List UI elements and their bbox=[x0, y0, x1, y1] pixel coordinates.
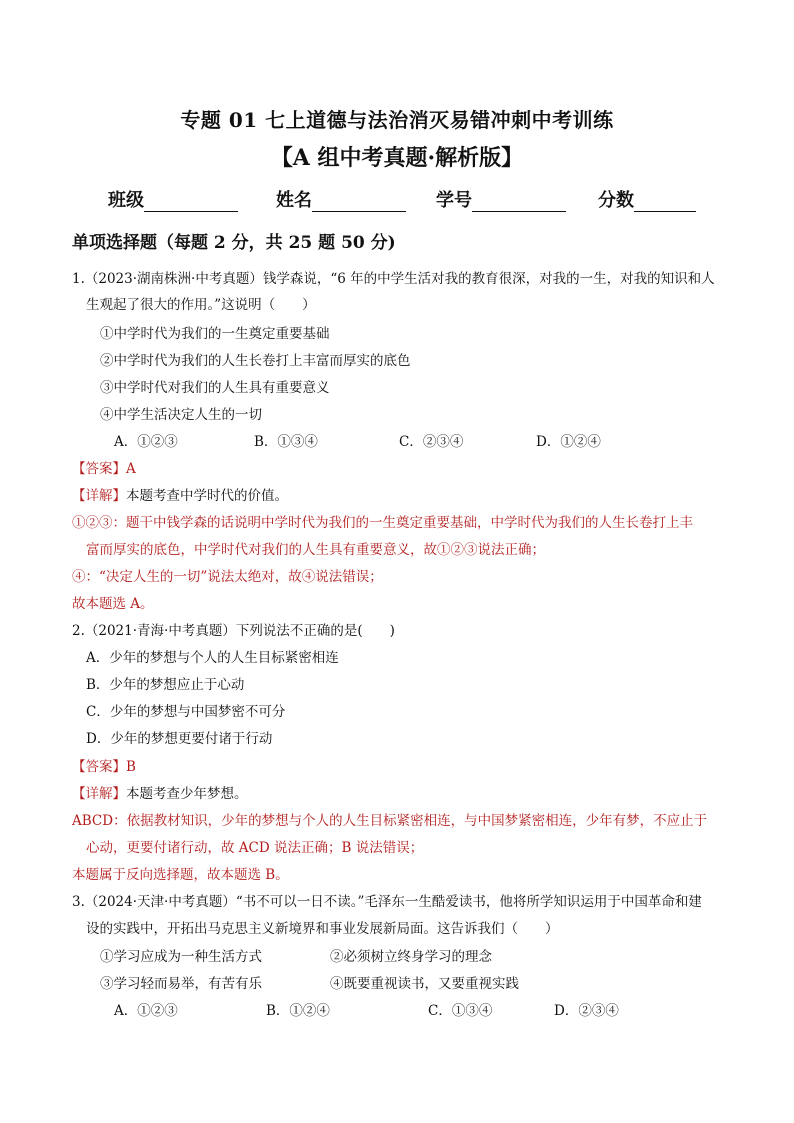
class-field bbox=[108, 186, 238, 212]
q1-item-2: ②中学时代为我们的人生长卷打上丰富而厚实的底色 bbox=[100, 353, 411, 369]
q2-detail-text: 本题考查少年梦想。 bbox=[126, 786, 248, 802]
q2-conclusion: 本题属于反向选择题，故本题选 B。 bbox=[72, 867, 289, 883]
q1-answer: 【答案】A bbox=[72, 461, 136, 477]
q2-explanation-line1: ABCD：依据教材知识，少年的梦想与个人的人生目标紧密相连，与中国梦紧密相连，少年有梦，不应止于 bbox=[72, 813, 708, 829]
number-blank bbox=[472, 191, 566, 212]
q3-choice-c: C．①③④ bbox=[428, 1003, 493, 1019]
document-title: 专题 01 七上道德与法治消灭易错冲刺中考训练 bbox=[180, 108, 614, 132]
q1-choice-d: D．①②④ bbox=[536, 434, 601, 450]
q1-explanation-2: ④：“决定人生的一切”说法太绝对，故④说法错误； bbox=[72, 569, 383, 585]
q1-explanation-1-line2: 富而厚实的底色，中学时代对我们的人生具有重要意义，故①②③说法正确； bbox=[86, 542, 545, 558]
q1-detail bbox=[72, 483, 288, 509]
name-field bbox=[276, 186, 406, 212]
q2-detail-label: 【详解】 bbox=[72, 786, 126, 802]
score-label: 分数 bbox=[598, 190, 634, 211]
name-label: 姓名 bbox=[276, 190, 312, 211]
q1-item-3: ③中学时代对我们的人生具有重要意义 bbox=[100, 380, 330, 396]
q3-item-2: ②必须树立终身学习的理念 bbox=[330, 949, 492, 965]
q2-option-d: D．少年的梦想更要付诸于行动 bbox=[86, 731, 273, 747]
q3-choice-d: D．②③④ bbox=[554, 1003, 619, 1019]
q3-stem-line1: 3.（2024·天津·中考真题）“书不可以一日不读。”毛泽东一生酷爱读书，他将所学知识运用于中国革命和建 bbox=[72, 894, 702, 910]
class-blank bbox=[144, 191, 238, 212]
q2-option-b: B．少年的梦想应止于心动 bbox=[86, 677, 245, 693]
q1-choice-c: C．②③④ bbox=[399, 434, 464, 450]
q1-choices bbox=[114, 429, 674, 455]
q1-item-4: ④中学生活决定人生的一切 bbox=[100, 407, 262, 423]
q3-items-row1 bbox=[100, 944, 660, 970]
q3-item-1: ①学习应成为一种生活方式 bbox=[100, 949, 262, 965]
section-heading: 单项选择题（每题 2 分，共 25 题 50 分) bbox=[72, 233, 396, 253]
q1-conclusion: 故本题选 A。 bbox=[72, 596, 154, 612]
q2-stem: 2.（2021·青海·中考真题）下列说法不正确的是( ) bbox=[72, 623, 395, 639]
q1-explanation-1-line1: ①②③：题干中钱学森的话说明中学时代为我们的一生奠定重要基础，中学时代为我们的人生长卷打上丰 bbox=[72, 515, 693, 531]
q1-detail-label: 【详解】 bbox=[72, 488, 126, 504]
q2-option-a: A．少年的梦想与个人的人生目标紧密相连 bbox=[86, 650, 339, 666]
q3-choices bbox=[114, 998, 674, 1024]
number-label: 学号 bbox=[436, 190, 472, 211]
score-field bbox=[598, 186, 696, 212]
q1-detail-text: 本题考查中学时代的价值。 bbox=[126, 488, 288, 504]
q2-answer: 【答案】B bbox=[72, 759, 136, 775]
q3-item-3: ③学习轻而易举，有苦有乐 bbox=[100, 976, 262, 992]
q3-choice-b: B．①②④ bbox=[266, 1003, 330, 1019]
q3-items-row2 bbox=[100, 971, 660, 997]
q2-explanation-line2: 心动，更要付诸行动，故 ACD 说法正确；B 说法错误； bbox=[86, 840, 424, 856]
q3-item-4: ④既要重视读书，又要重视实践 bbox=[330, 976, 519, 992]
q3-choice-a: A．①②③ bbox=[114, 1003, 178, 1019]
q1-stem-line1: 1.（2023·湖南株洲·中考真题）钱学森说，“6 年的中学生活对我的教育很深，对我的一生，对我的知识和人 bbox=[72, 271, 715, 287]
q2-option-c: C．少年的梦想与中国梦密不可分 bbox=[86, 704, 286, 720]
name-blank bbox=[312, 191, 406, 212]
q1-choice-a: A．①②③ bbox=[114, 434, 178, 450]
document-subtitle: 【A 组中考真题·解析版】 bbox=[270, 145, 524, 171]
q3-stem-line2: 设的实践中，开拓出马克思主义新境界和事业发展新局面。这告诉我们（ ） bbox=[86, 921, 559, 937]
q1-choice-b: B．①③④ bbox=[254, 434, 318, 450]
q1-stem-line2: 生观起了很大的作用。”这说明（ ） bbox=[86, 297, 316, 313]
score-blank bbox=[634, 191, 696, 212]
q2-detail bbox=[72, 781, 248, 807]
q1-item-1: ①中学时代为我们的一生奠定重要基础 bbox=[100, 326, 330, 342]
number-field bbox=[436, 186, 566, 212]
class-label: 班级 bbox=[108, 190, 144, 211]
